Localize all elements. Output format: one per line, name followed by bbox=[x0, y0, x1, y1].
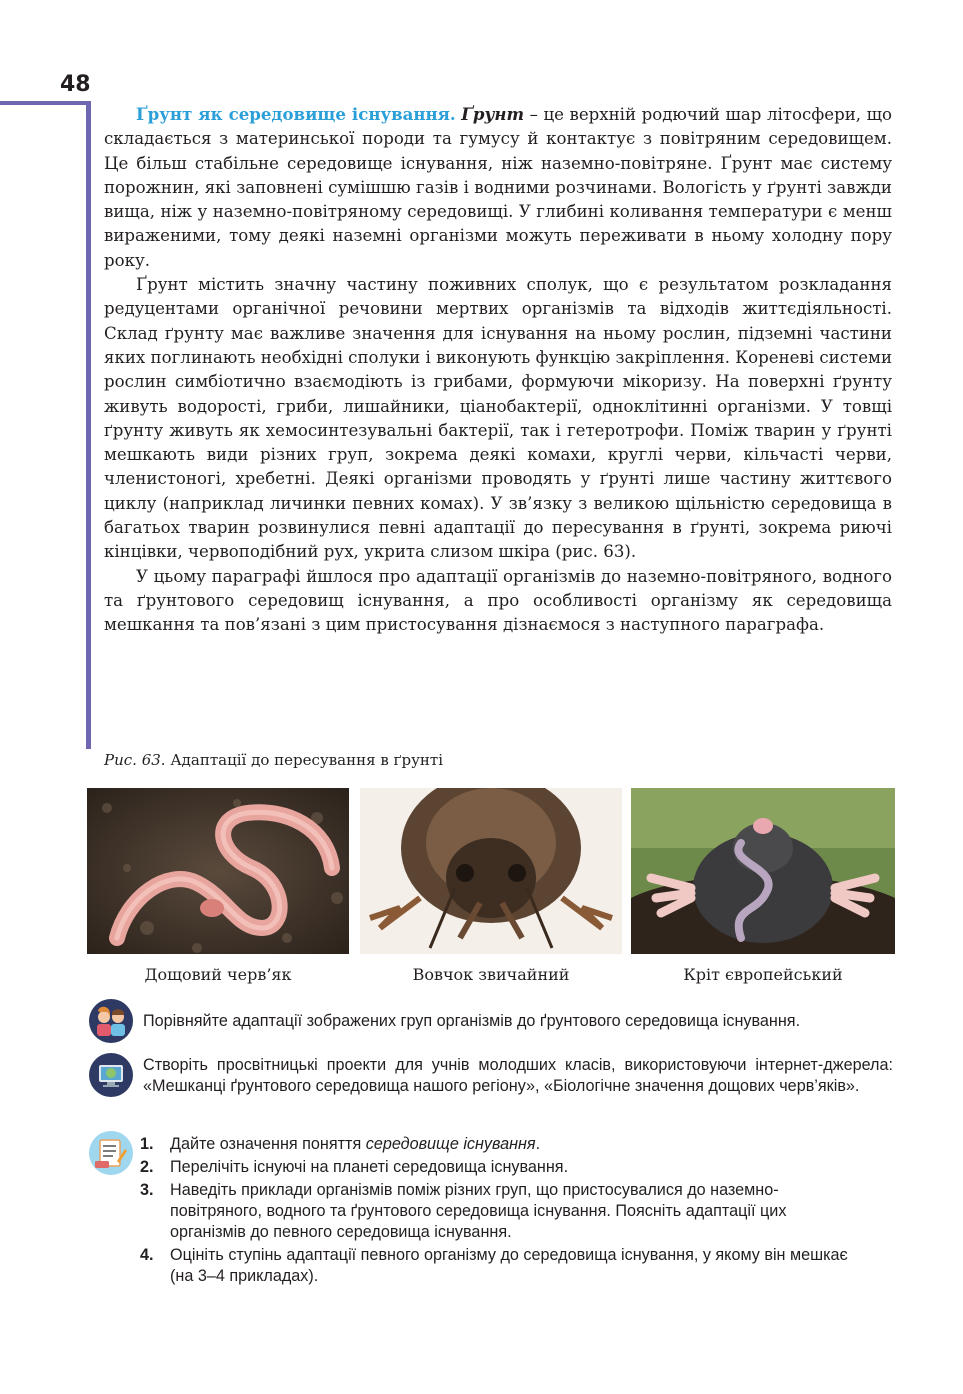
question-text: Наведіть приклади організмів поміж різних груп, що пристосувалися до наземно-повітряного, водного та ґрунтового середовища існування. Поясніть адаптації цих організмів до певного середовища існування. bbox=[170, 1181, 787, 1241]
mole-label: Кріт європейський bbox=[683, 965, 843, 984]
task-project: Створіть просвітницькі проекти для учнів молодших класів, використовуючи інтернет-джерела: «Мешканці ґрунтового середовища нашого регіону», «Біологічне значення дощових черв’яків». bbox=[143, 1056, 893, 1095]
question-item bbox=[140, 1180, 860, 1243]
question-number: 1. bbox=[140, 1135, 154, 1153]
question-item bbox=[140, 1245, 860, 1287]
term-soil: Ґрунт bbox=[461, 104, 525, 124]
mole-photo bbox=[631, 788, 895, 954]
paragraph-1 bbox=[104, 102, 892, 273]
paragraph-2: Ґрунт містить значну частину поживних сполук, що є результатом розкладання редуцентами органічної речовини мертвих організмів та відходів життєдіяльності. Склад ґрунту має важливе значення для існування на ньому рослин, підземні частини яких поглинають необхідні сполуки і виконують функцію закріплення. Кореневі системи рослин симбіотично взаємодіють із грибами, формуючи мікоризу. На поверхні ґрунту живуть водорості, гриби, лишайники, ціанобактерії, одноклітинні організми. У товщі ґрунту живуть як хемосинтезувальні бактерії, так і гетеротрофи. Поміж тварин у ґрунті мешкають види різних груп, зокрема деякі комахи, круглі черви, кільчасті черви, членистоногі, хребетні. Деякі організми проводять у ґрунті лише частину життєвого циклу (наприклад личинки певних комах). У зв’язку з великою щільністю середовища в багатьох тварин розвинулися певні адаптації до пересування в ґрунті, зокрема риючі кінцівки, червоподібний рух, укрита слизом шкіра (рис. 63). bbox=[104, 275, 892, 562]
discussion-icon bbox=[89, 999, 133, 1043]
section-heading: Ґрунт як середовище існування. bbox=[136, 104, 456, 124]
figure-caption-text: Адаптації до пересування в ґрунті bbox=[165, 751, 443, 769]
page-number: 48 bbox=[60, 72, 91, 97]
question-number: 2. bbox=[140, 1158, 154, 1176]
questions-list bbox=[140, 1134, 860, 1289]
earthworm-photo bbox=[87, 788, 349, 954]
mole-cricket-photo bbox=[360, 788, 622, 954]
earthworm-label: Дощовий черв’як bbox=[144, 965, 292, 984]
question-term: середовище існування bbox=[365, 1135, 536, 1153]
question-number: 3. bbox=[140, 1181, 154, 1199]
project-icon bbox=[89, 1053, 133, 1097]
figure-number: Рис. 63. bbox=[104, 751, 166, 769]
paragraph-1-text: – це верхній родючий шар літосфери, що складається з материнської породи та гумусу й контактує з повітряним середовищем. Це більш стабільне середовище існування, ніж наземно-повітряне. Ґрунт має систему порожнин, які заповнені сумішшю газів і водними розчинами. Вологість у ґрунті завжди вища, ніж у наземно-повітряному середовищі. У глибині коливання температури є менш вираженими, тому деякі наземні організми можуть переживати в ньому холодну пору року. bbox=[104, 105, 892, 270]
question-item bbox=[140, 1134, 860, 1155]
mole-cricket-label: Вовчок звичайний bbox=[412, 965, 570, 984]
question-number: 4. bbox=[140, 1246, 154, 1264]
question-tail: . bbox=[535, 1135, 541, 1153]
main-text bbox=[104, 102, 892, 638]
figure-caption bbox=[104, 751, 443, 769]
paragraph-3: У цьому параграфі йшлося про адаптації організмів до наземно-повітряного, водного та ґрунтового середовищ існування, а про особливості організму як середовища мешкання та пов’язані з цим пристосування дізнаємося з наступного параграфа. bbox=[104, 566, 892, 635]
task-discuss: Порівняйте адаптації зображених груп організмів до ґрунтового середовища існування. bbox=[143, 1012, 801, 1030]
question-text: Дайте означення поняття bbox=[170, 1135, 366, 1153]
margin-bar-top bbox=[0, 101, 90, 105]
question-item bbox=[140, 1157, 860, 1178]
questions-icon bbox=[89, 1131, 133, 1175]
question-text: Перелічіть існуючі на планеті середовища існування. bbox=[170, 1158, 569, 1176]
question-text: Оцініть ступінь адаптації певного організму до середовища існування, у якому він мешкає (на 3–4 прикладах). bbox=[170, 1246, 848, 1285]
margin-bar-vertical bbox=[86, 101, 91, 749]
